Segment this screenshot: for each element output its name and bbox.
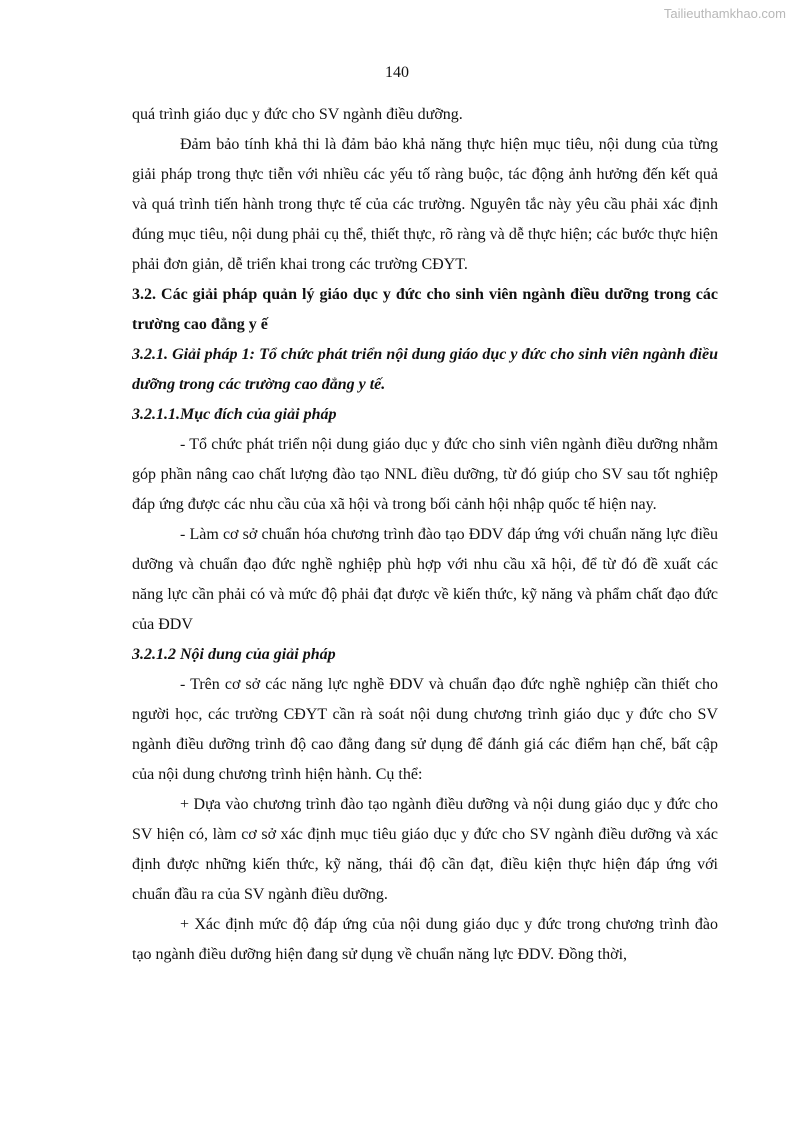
subsubsection-heading: 3.2.1.1.Mục đích của giải pháp (132, 406, 337, 423)
subsection-heading: 3.2.1. Giải pháp 1: Tổ chức phát triển nội dung giáo dục y đức cho sinh viên ngành điều dưỡng trong các trường cao đẳng y tế. (132, 346, 718, 393)
paragraph: - Trên cơ sở các năng lực nghề ĐDV và chuẩn đạo đức nghề nghiệp cần thiết cho người học, các trường CĐYT cần rà soát nội dung chương trình giáo dục y đức cho SV ngành điều dưỡng trình độ cao đẳng đang sử dụng để đánh giá các điểm hạn chế, bất cập của nội dung chương trình hiện hành. Cụ thể: (132, 676, 718, 783)
paragraph: quá trình giáo dục y đức cho SV ngành điều dưỡng. (132, 106, 463, 123)
section-heading: 3.2. Các giải pháp quản lý giáo dục y đức cho sinh viên ngành điều dưỡng trong các trường cao đẳng y ế (132, 286, 718, 333)
document-body (132, 100, 718, 970)
paragraph: + Xác định mức độ đáp ứng của nội dung giáo dục y đức trong chương trình đào tạo ngành điều dưỡng hiện đang sử dụng về chuẩn năng lực ĐDV. Đồng thời, (132, 916, 718, 963)
paragraph: Đảm bảo tính khả thi là đảm bảo khả năng thực hiện mục tiêu, nội dung của từng giải pháp trong thực tiễn với nhiều các yếu tố ràng buộc, tác động ảnh hưởng đến kết quả và quá trình tiến hành trong thực tế của các trường. Nguyên tắc này yêu cầu phải xác định đúng mục tiêu, nội dung phải cụ thể, thiết thực, rõ ràng và dễ thực hiện; các bước thực hiện phải đơn giản, dễ triển khai trong các trường CĐYT. (132, 136, 718, 273)
subsubsection-heading: 3.2.1.2 Nội dung của giải pháp (132, 646, 336, 663)
page-number: 140 (385, 64, 409, 81)
paragraph: - Làm cơ sở chuẩn hóa chương trình đào tạo ĐDV đáp ứng với chuẩn năng lực điều dưỡng và chuẩn đạo đức nghề nghiệp phù hợp với nhu cầu xã hội, để từ đó đề xuất các năng lực cần phải có và mức độ phải đạt được về kiến thức, kỹ năng và phẩm chất đạo đức của ĐDV (132, 526, 718, 633)
watermark: Tailieuthamkhao.com (663, 6, 786, 21)
paragraph: - Tổ chức phát triển nội dung giáo dục y đức cho sinh viên ngành điều dưỡng nhằm góp phần nâng cao chất lượng đào tạo NNL điều dưỡng, từ đó giúp cho SV sau tốt nghiệp đáp ứng được các nhu cầu của xã hội và trong bối cảnh hội nhập quốc tế hiện nay. (132, 436, 718, 513)
paragraph: + Dựa vào chương trình đào tạo ngành điều dưỡng và nội dung giáo dục y đức cho SV hiện có, làm cơ sở xác định mục tiêu giáo dục y đức cho SV ngành điều dưỡng và xác định được những kiến thức, kỹ năng, thái độ cần đạt, điều kiện thực hiện đáp ứng với chuẩn đầu ra của SV ngành điều dưỡng. (132, 796, 718, 903)
